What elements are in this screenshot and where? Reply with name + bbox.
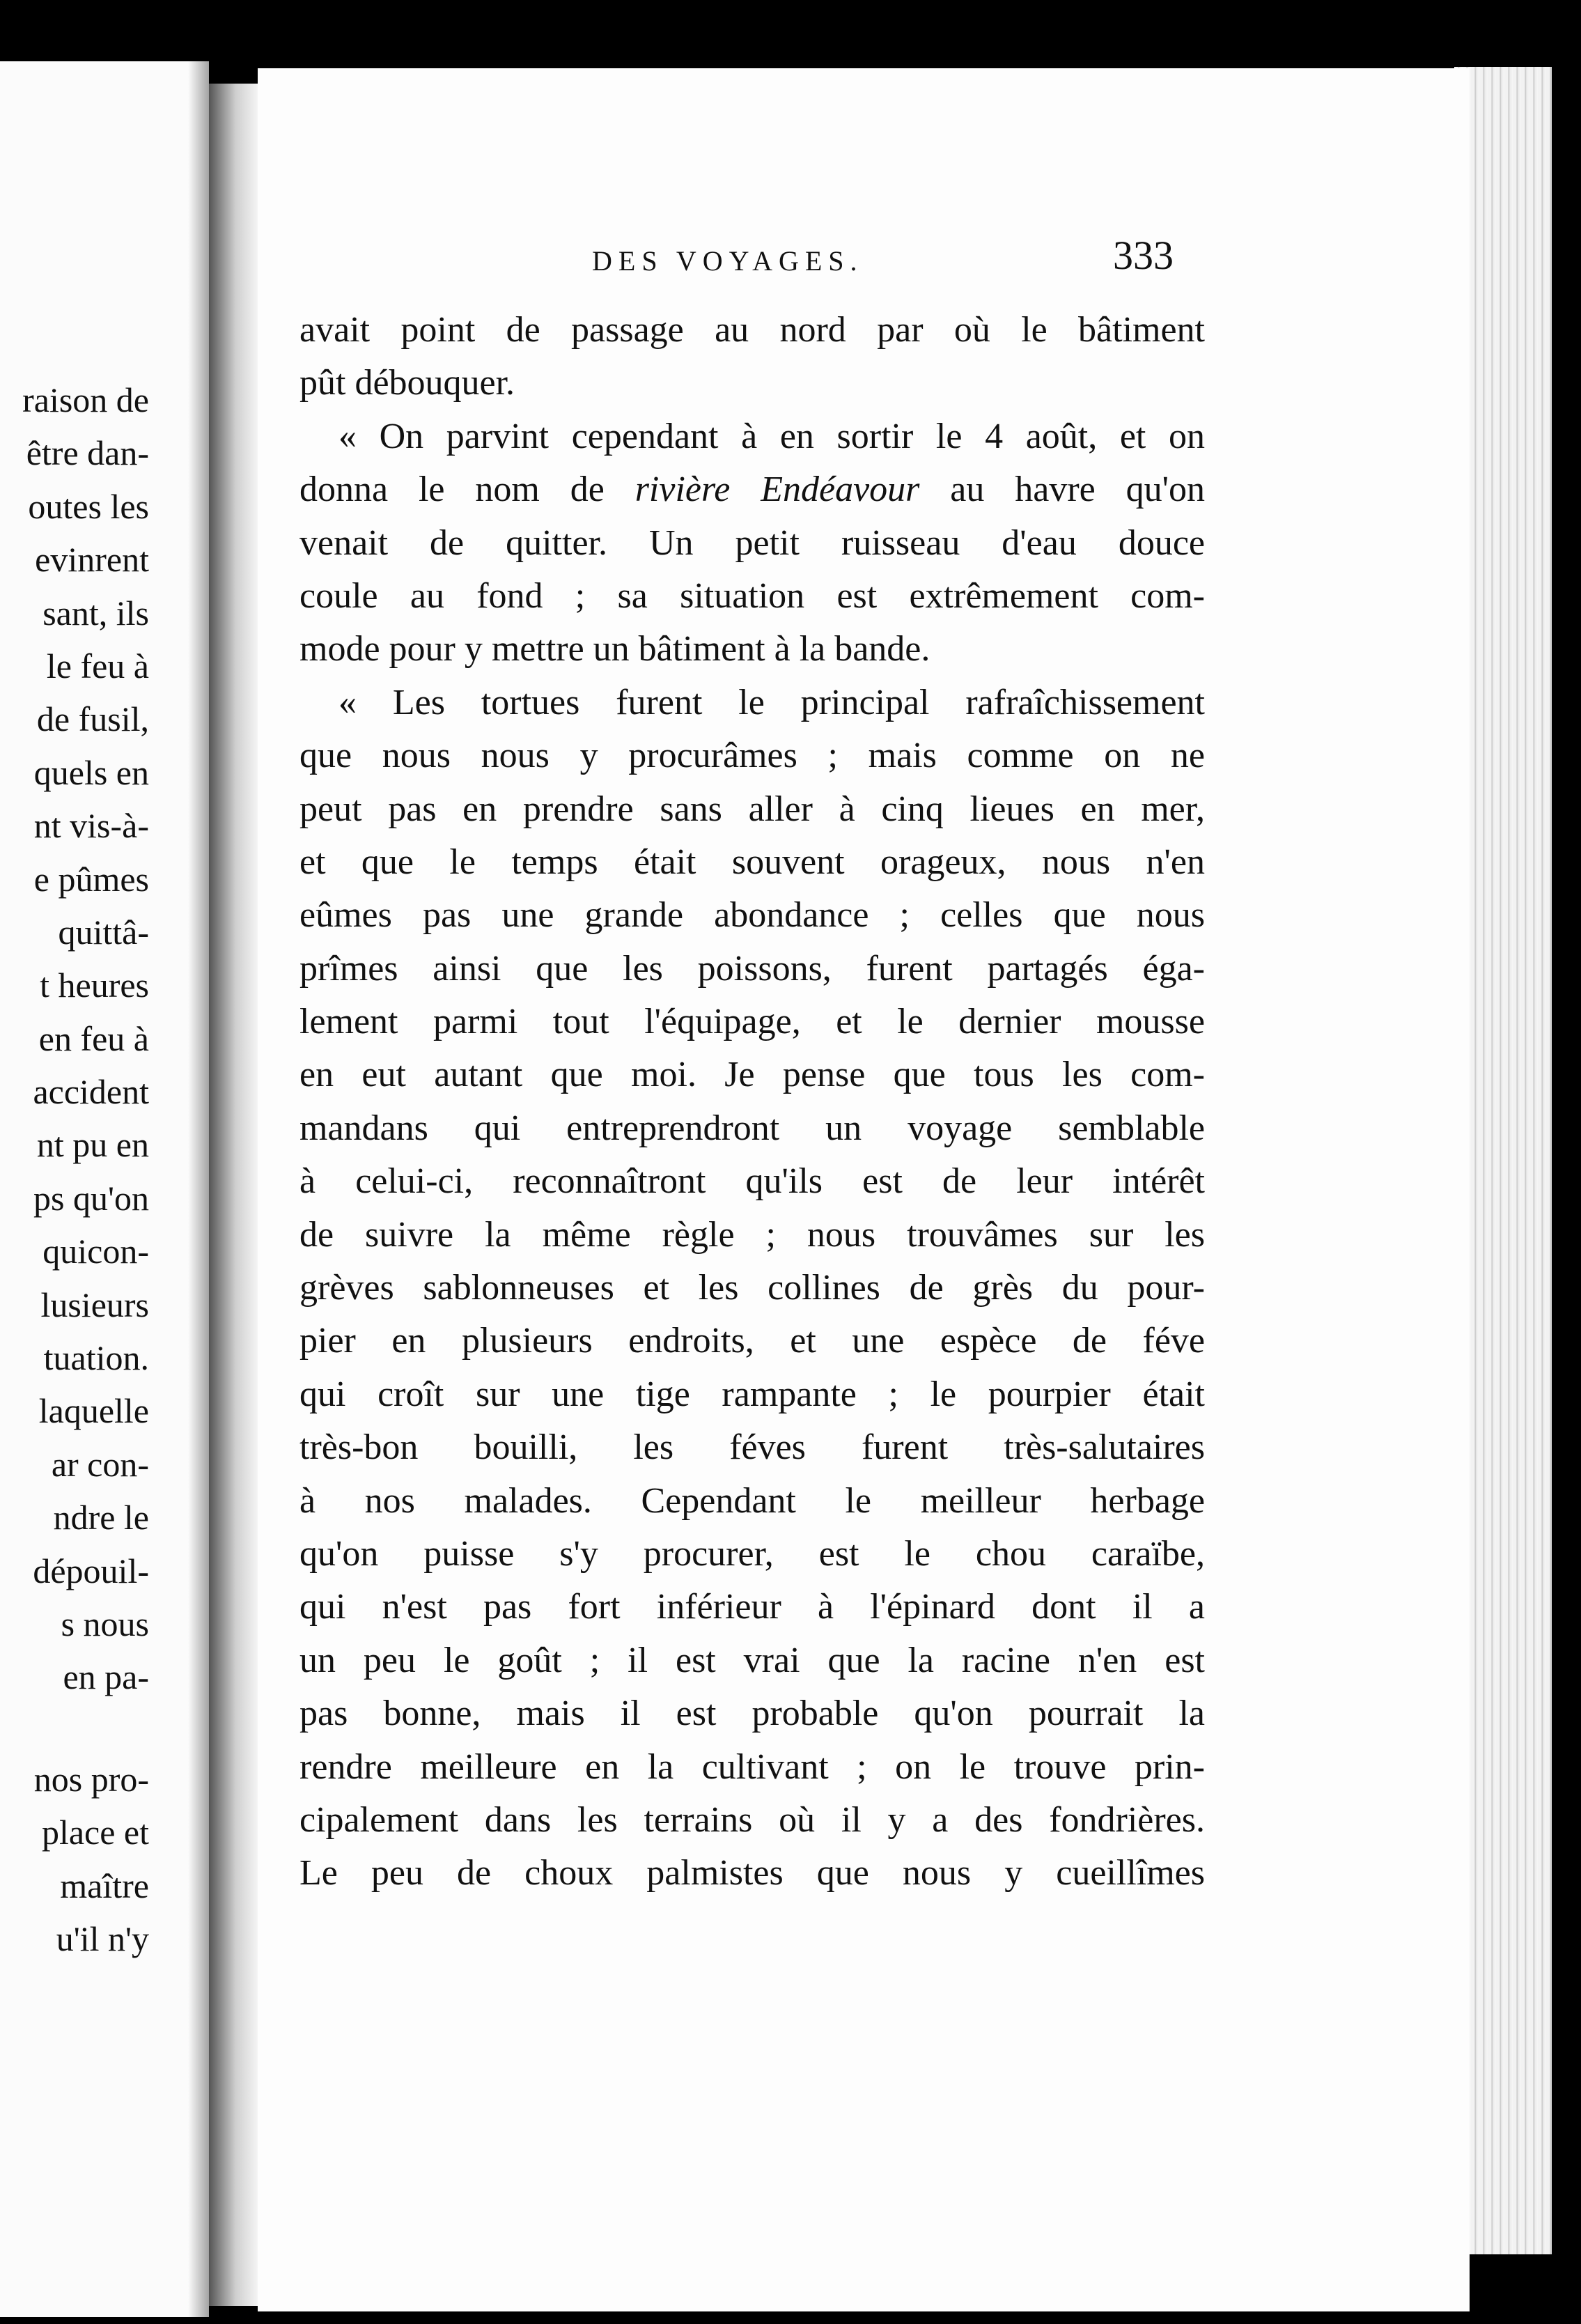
text-line: pier en plusieurs endroits, et une espèce de féve: [299, 1321, 1205, 1361]
text-line: qu'on puisse s'y procurer, est le chou caraïbe,: [299, 1533, 1205, 1574]
left-page-line: de fusil,: [36, 699, 149, 739]
text-line: pût débouquer.: [299, 363, 515, 403]
left-page-line: maître: [60, 1866, 149, 1905]
left-page-line: s nous: [61, 1604, 149, 1643]
text-line: et que le temps était souvent orageux, nous n'en: [299, 842, 1205, 882]
left-page-shadow: [188, 61, 209, 2317]
text-line: venait de quitter. Un petit ruisseau d'eau douce: [299, 522, 1205, 563]
left-page-line: e pûmes: [33, 859, 149, 899]
left-page-line: le feu à: [46, 646, 149, 685]
left-page-line: evinrent: [35, 540, 149, 580]
left-page-line: dépouil-: [33, 1551, 149, 1590]
left-page-line: laquelle: [38, 1391, 149, 1431]
left-page-line: nos pro-: [33, 1759, 149, 1799]
italic-place-name: rivière Endéavour: [634, 470, 920, 510]
text-line: qui n'est pas fort inférieur à l'épinard dont il a: [299, 1587, 1205, 1627]
left-page-line: quels en: [33, 752, 149, 792]
text-line: « Les tortues furent le principal rafraîchissement: [338, 682, 1205, 722]
text-line: un peu le goût ; il est vrai que la racine n'en est: [299, 1640, 1205, 1680]
left-page-line: ps qu'on: [33, 1178, 149, 1218]
left-page-line: place et: [41, 1813, 149, 1852]
left-page-line: ndre le: [53, 1498, 149, 1537]
text-line: que nous nous y procurâmes ; mais comme on ne: [299, 736, 1205, 776]
book-gutter: [209, 84, 258, 2306]
left-page-line: accident: [33, 1072, 149, 1112]
text-line: lement parmi tout l'équipage, et le dernier mousse: [299, 1002, 1205, 1042]
text-line: cipalement dans les terrains où il y a des fondrières.: [299, 1799, 1205, 1840]
scan-speck: [1411, 8, 1421, 20]
left-page-line: ar con-: [51, 1444, 149, 1484]
text-run: au havre qu'on: [919, 470, 1206, 510]
text-line: mandans qui entreprendront un voyage semblable: [299, 1108, 1205, 1148]
left-page-line: en pa-: [63, 1657, 149, 1697]
left-page-fragment: [0, 61, 209, 2317]
left-page-line: quicon-: [42, 1232, 149, 1271]
text-line: rendre meilleure en la cultivant ; on le trouve prin-: [299, 1746, 1205, 1787]
text-line: coule au fond ; sa situation est extrêmement com-: [299, 575, 1205, 616]
left-page-text: [22, 373, 149, 1965]
left-page-blank-line: [22, 1704, 149, 1753]
left-page-line: nt pu en: [36, 1125, 149, 1165]
left-page-line: nt vis-à-: [33, 806, 149, 846]
left-page-line: sant, ils: [42, 593, 149, 633]
text-line: de suivre la même règle ; nous trouvâmes sur les: [299, 1214, 1205, 1255]
left-page-line: être dan-: [26, 433, 149, 473]
scan-speck: [305, 10, 309, 20]
text-line: « On parvint cependant à en sortir le 4 août, et on: [338, 416, 1205, 456]
page-number: 333: [1113, 233, 1174, 278]
text-line: à nos malades. Cependant le meilleur herbage: [299, 1480, 1205, 1521]
left-page-line: tuation.: [43, 1338, 149, 1378]
left-page-line: raison de: [22, 380, 149, 419]
left-page-line: quittâ-: [58, 912, 149, 952]
text-line: grèves sablonneuses et les collines de grès du pour-: [299, 1268, 1205, 1308]
text-line: avait point de passage au nord par où le bâtiment: [299, 310, 1205, 350]
text-line: pas bonne, mais il est probable qu'on pourrait la: [299, 1694, 1205, 1734]
text-line: prîmes ainsi que les poissons, furent partagés éga-: [299, 948, 1205, 989]
left-page-line: en feu à: [38, 1018, 149, 1058]
text-line: peut pas en prendre sans aller à cinq lieues en mer,: [299, 789, 1205, 829]
text-line: [299, 463, 1205, 516]
left-page-line: lusieurs: [40, 1285, 149, 1324]
text-line: à celui-ci, reconnaîtront qu'ils est de leur intérêt: [299, 1161, 1205, 1202]
left-page-line: t heures: [40, 966, 149, 1005]
body-text: [299, 304, 1205, 1900]
text-line: Le peu de choux palmistes que nous y cueillîmes: [299, 1853, 1205, 1893]
text-line: mode pour y mettre un bâtiment à la bande.: [299, 629, 930, 669]
text-run: donna le nom de: [299, 470, 635, 510]
text-line: eûmes pas une grande abondance ; celles que nous: [299, 895, 1205, 936]
text-line: très-bon bouilli, les féves furent très-salutaires: [299, 1427, 1205, 1468]
running-head: [258, 233, 1470, 286]
text-line: en eut autant que moi. Je pense que tous les com-: [299, 1055, 1205, 1095]
left-page-line: u'il n'y: [56, 1919, 149, 1958]
main-page: [258, 68, 1470, 2311]
running-title: DES VOYAGES.: [592, 245, 864, 277]
text-line: qui croît sur une tige rampante ; le pourpier était: [299, 1374, 1205, 1414]
left-page-line: outes les: [28, 486, 149, 526]
